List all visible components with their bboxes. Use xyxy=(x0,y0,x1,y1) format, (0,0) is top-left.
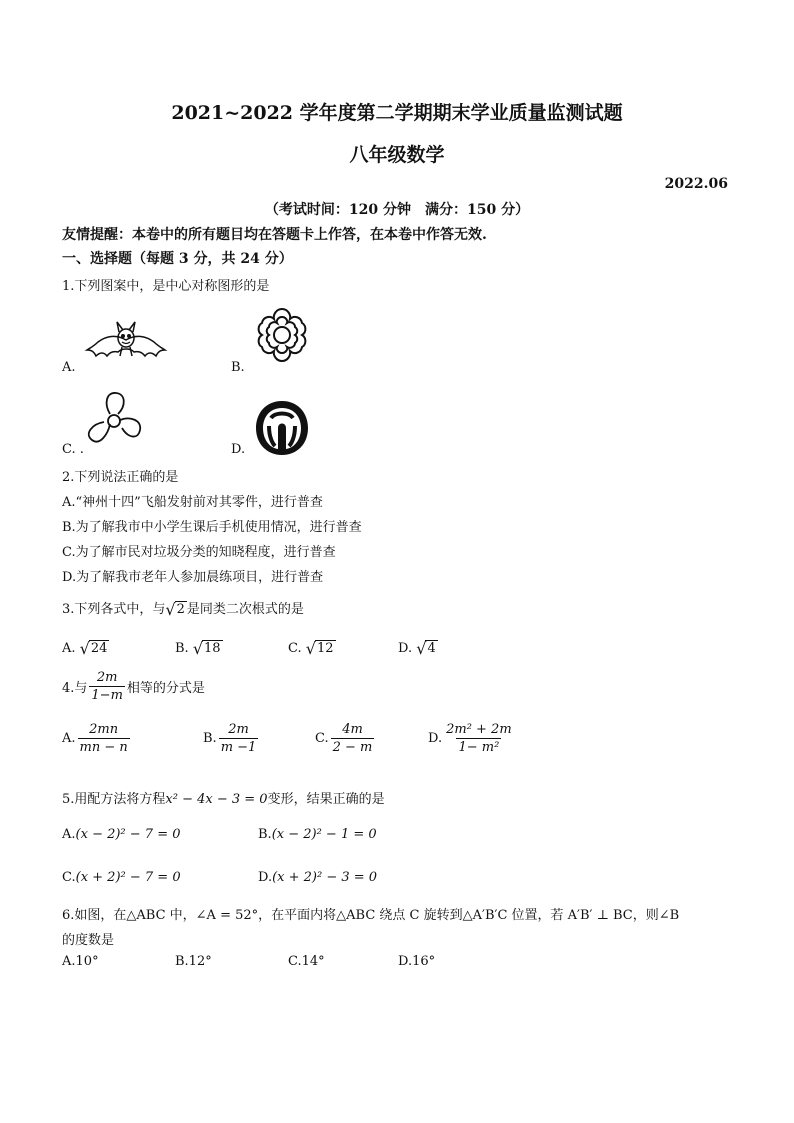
q5-option-d: D.(x + 2)² − 3 = 0 xyxy=(258,870,378,885)
section-heading: 一、选择题（每题 3 分，共 24 分） xyxy=(62,251,293,267)
q2-option-b: B.为了解我市中小学生课后手机使用情况，进行普查 xyxy=(62,520,362,535)
q3-stem xyxy=(62,598,304,618)
subject-title: 八年级数学 xyxy=(349,144,445,166)
q2-stem: 2.下列说法正确的是 xyxy=(62,470,179,485)
q1-stem: 1.下列图案中，是中心对称图形的是 xyxy=(62,279,270,294)
q5-option-c: C.(x + 2)² − 7 = 0 xyxy=(62,870,181,885)
exam-title: 2021~2022 学年度第二学期期末学业质量监测试题 xyxy=(171,102,623,124)
q3-stem-pre: 3.下列各式中，与 xyxy=(62,602,166,617)
q6-option-c: C.14° xyxy=(288,954,325,969)
q6-option-d: D.16° xyxy=(398,954,436,969)
q1-option-d: D. xyxy=(231,442,246,457)
q5-stem: 5.用配方法将方程x² − 4x − 3 = 0变形，结果正确的是 xyxy=(62,792,385,807)
q4-option-b: B. $\frac{2m}{m -1}$ xyxy=(203,722,257,755)
q5-option-b: B.(x − 2)² − 1 = 0 xyxy=(258,827,377,842)
bat-icon xyxy=(86,318,166,366)
reminder: 友情提醒：本卷中的所有题目均在答题卡上作答，在本卷中作答无效. xyxy=(62,227,487,243)
q3-stem-post: 是同类二次根式的是 xyxy=(186,602,304,617)
q1-option-c: C. . xyxy=(62,442,84,457)
exam-date: 2022.06 xyxy=(664,176,728,192)
q4-option-a: A. $\frac{2mn}{mn - n}$ xyxy=(62,722,128,755)
q3-option-c: C. √ 12 xyxy=(288,639,334,658)
q4-stem: 4.与 $\frac{2m}{1-m}$ 相等的分式是 xyxy=(62,670,205,703)
fan-icon xyxy=(84,390,144,450)
q6-stem-line2: 的度数是 xyxy=(62,933,115,948)
q3-option-b: B. √ 18 xyxy=(175,639,221,658)
q2-option-c: C.为了解市民对垃圾分类的知晓程度，进行普查 xyxy=(62,545,336,560)
q3-stem-radical: √ 2 xyxy=(165,600,185,619)
q2-option-a: A.“神州十四”飞船发射前对其零件，进行普查 xyxy=(62,495,323,510)
q2-option-d: D.为了解我市老年人参加晨练项目，进行普查 xyxy=(62,570,324,585)
flower-icon xyxy=(253,306,311,364)
q6-option-a: A.10° xyxy=(62,954,99,969)
q5-equation: x² − 4x − 3 = 0 xyxy=(165,792,268,807)
q1-option-a: A. xyxy=(62,360,76,375)
q3-option-a: A. √ 24 xyxy=(62,639,108,658)
q6-stem-line1: 6.如图，在△ABC 中，∠A = 52°，在平面内将△ABC 绕点 C 旋转到△A′B′C 位置，若 A′B′ ⊥ BC，则∠B xyxy=(62,908,680,923)
emblem-icon xyxy=(253,398,311,458)
exam-info: （考试时间：120 分钟 满分：150 分） xyxy=(264,202,530,218)
q3-option-d: D. √ 4 xyxy=(398,639,436,658)
q5-option-a: A.(x − 2)² − 7 = 0 xyxy=(62,827,181,842)
q4-option-d: D. $\frac{\text{2m² + 2m}}{\text{1− m²}}$ xyxy=(428,722,512,755)
q4-option-c: C. $\frac{4m}{2 - m}$ xyxy=(315,722,373,755)
q4-stem-fraction: $\frac{2m}{1-m}$ xyxy=(91,670,123,703)
q6-option-b: B.12° xyxy=(175,954,212,969)
q1-option-b: B. xyxy=(231,360,245,375)
